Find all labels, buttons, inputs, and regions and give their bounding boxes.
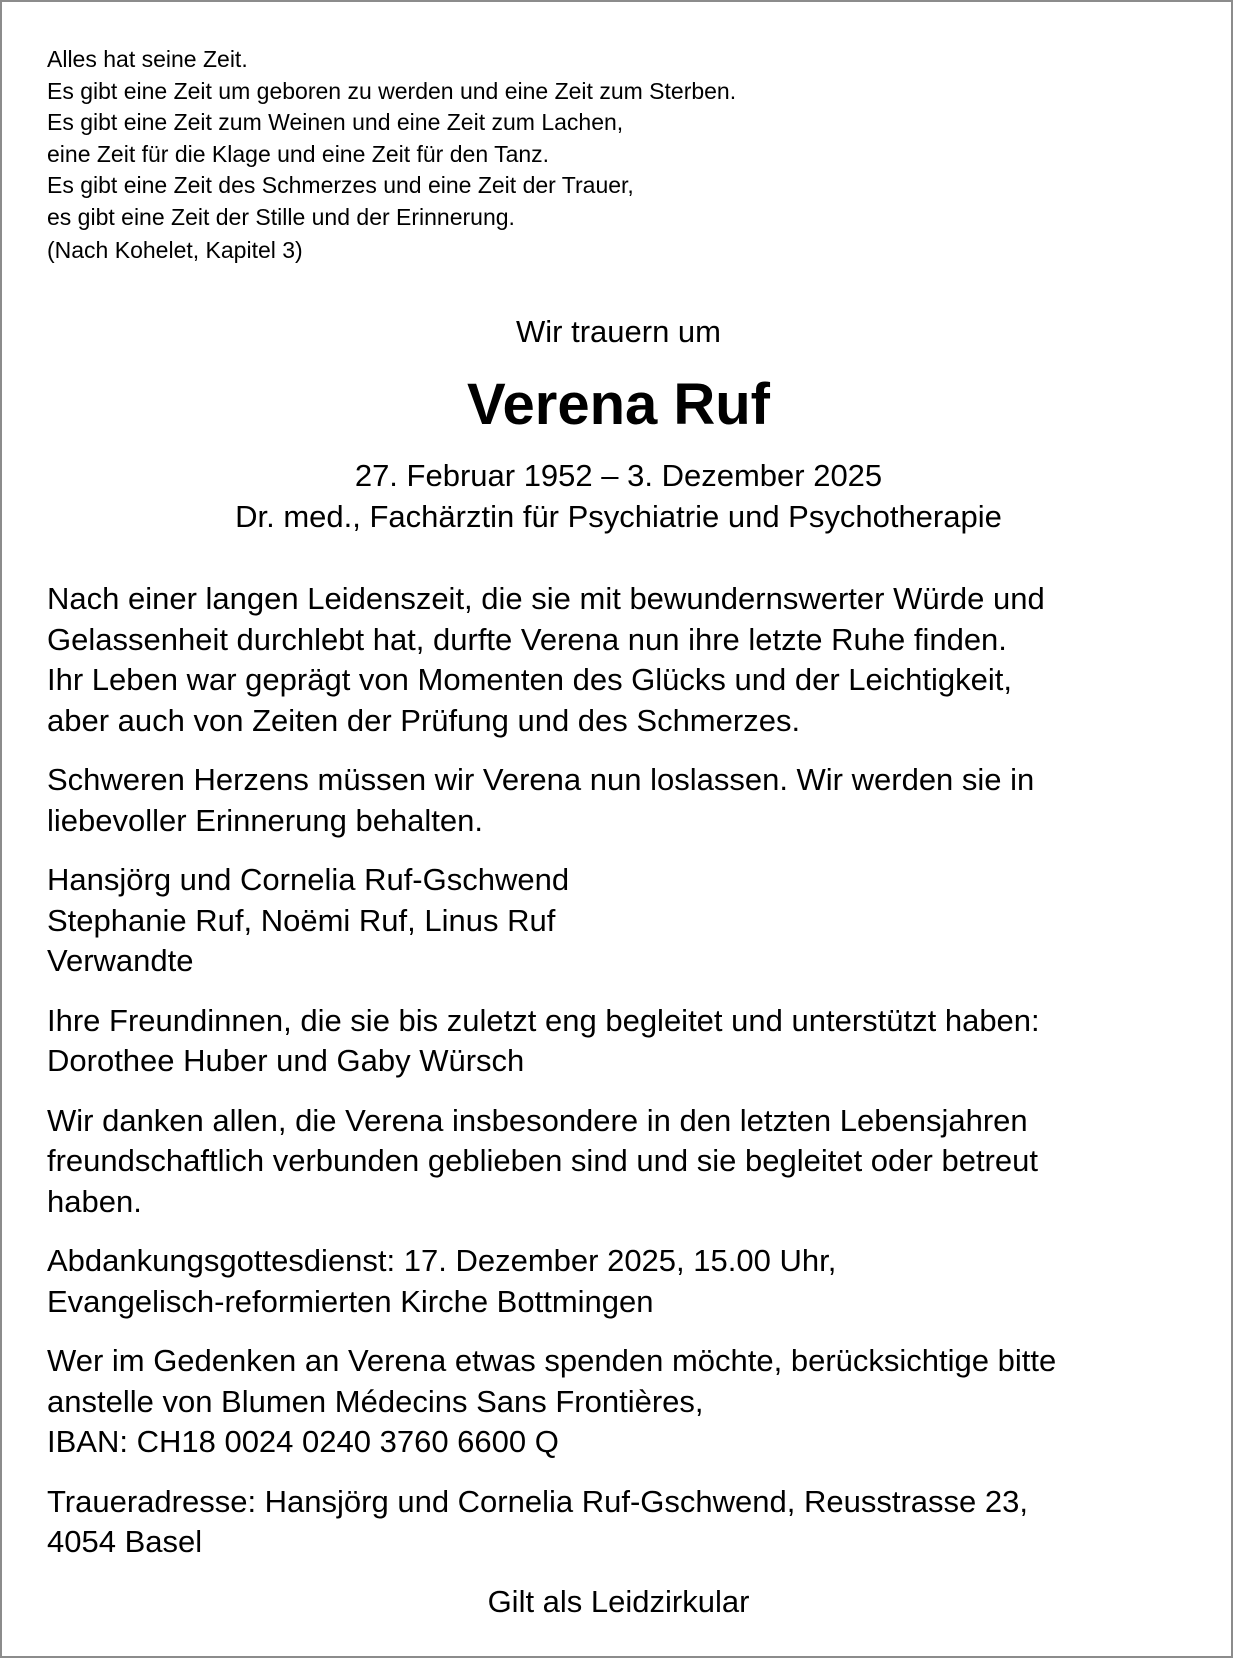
quote-line: Es gibt eine Zeit um geboren zu werden und eine Zeit zum Sterben. (47, 77, 737, 104)
iban-line: IBAN: CH18 0024 0240 3760 6600 Q (47, 1424, 559, 1459)
text-line: Gelassenheit durchlebt hat, durfte Verena nun ihre letzte Ruhe finden. (47, 621, 1007, 657)
circular-note: Gilt als Leidzirkular (487, 1584, 750, 1619)
text-line: Schweren Herzens müssen wir Verena nun loslassen. Wir werden sie in (47, 762, 1035, 797)
quote-line: Alles hat seine Zeit. (47, 46, 248, 72)
quote-line: Es gibt eine Zeit zum Weinen und eine Zeit zum Lachen, (47, 109, 624, 135)
text-line: Abdankungsgottesdienst: 17. Dezember 2025, 15.00 Uhr, (47, 1243, 837, 1278)
text-line: Wer im Gedenken an Verena etwas spenden möchte, berücksichtige bitte (47, 1343, 1057, 1378)
paragraph-thanks (47, 1101, 1212, 1223)
quote-line: eine Zeit für die Klage und eine Zeit für den Tanz. (47, 140, 550, 167)
text-line: 4054 Basel (47, 1524, 203, 1559)
profession: Dr. med., Fachärztin für Psychiatrie und Psychotherapie (235, 499, 1002, 534)
deceased-name: Verena Ruf (467, 372, 770, 437)
quote-line: es gibt eine Zeit der Stille und der Erinnerung. (47, 203, 515, 230)
text-line: Ihre Freundinnen, die sie bis zuletzt eng begleitet und unterstützt haben: (47, 1002, 1040, 1038)
quote-source: (Nach Kohelet, Kapitel 3) (47, 237, 303, 263)
text-line: Wir danken allen, die Verena insbesondere in den letzten Lebensjahren (47, 1102, 1028, 1138)
paragraph-farewell (47, 579, 1212, 741)
quote-line: Es gibt eine Zeit des Schmerzes und eine Zeit der Trauer, (47, 172, 634, 198)
text-line: liebevoller Erinnerung behalten. (47, 802, 484, 838)
intro-text: Wir trauern um (516, 314, 721, 349)
paragraph-address (47, 1482, 1212, 1563)
text-line: Traueradresse: Hansjörg und Cornelia Ruf-Gschwend, Reusstrasse 23, (47, 1483, 1028, 1519)
text-line: haben. (47, 1183, 142, 1219)
text-line: Dorothee Huber und Gaby Würsch (47, 1043, 525, 1078)
text-line: Evangelisch-reformierten Kirche Bottmingen (47, 1283, 654, 1319)
text-line: Hansjörg und Cornelia Ruf-Gschwend (47, 862, 570, 897)
text-line: Ihr Leben war geprägt von Momenten des Glücks und der Leichtigkeit, (47, 662, 1012, 697)
text-line: aber auch von Zeiten der Prüfung und des Schmerzes. (47, 702, 801, 738)
text-line: Stephanie Ruf, Noëmi Ruf, Linus Ruf (47, 902, 556, 938)
text-line: Nach einer langen Leidenszeit, die sie mit bewundernswerter Würde und (47, 581, 1045, 616)
paragraph-family (47, 860, 1212, 982)
text-line: anstelle von Blumen Médecins Sans Frontières, (47, 1383, 704, 1419)
paragraph-letting-go (47, 760, 1212, 841)
text-line: Verwandte (47, 943, 194, 978)
bible-quote (47, 44, 1147, 267)
life-dates: 27. Februar 1952 – 3. Dezember 2025 (354, 458, 883, 493)
paragraph-friends (47, 1001, 1212, 1082)
notice-body (47, 579, 1212, 1582)
paragraph-service (47, 1241, 1212, 1322)
text-line: freundschaftlich verbunden geblieben sind und sie begleitet oder betreut (47, 1143, 1038, 1178)
paragraph-donation (47, 1341, 1212, 1463)
